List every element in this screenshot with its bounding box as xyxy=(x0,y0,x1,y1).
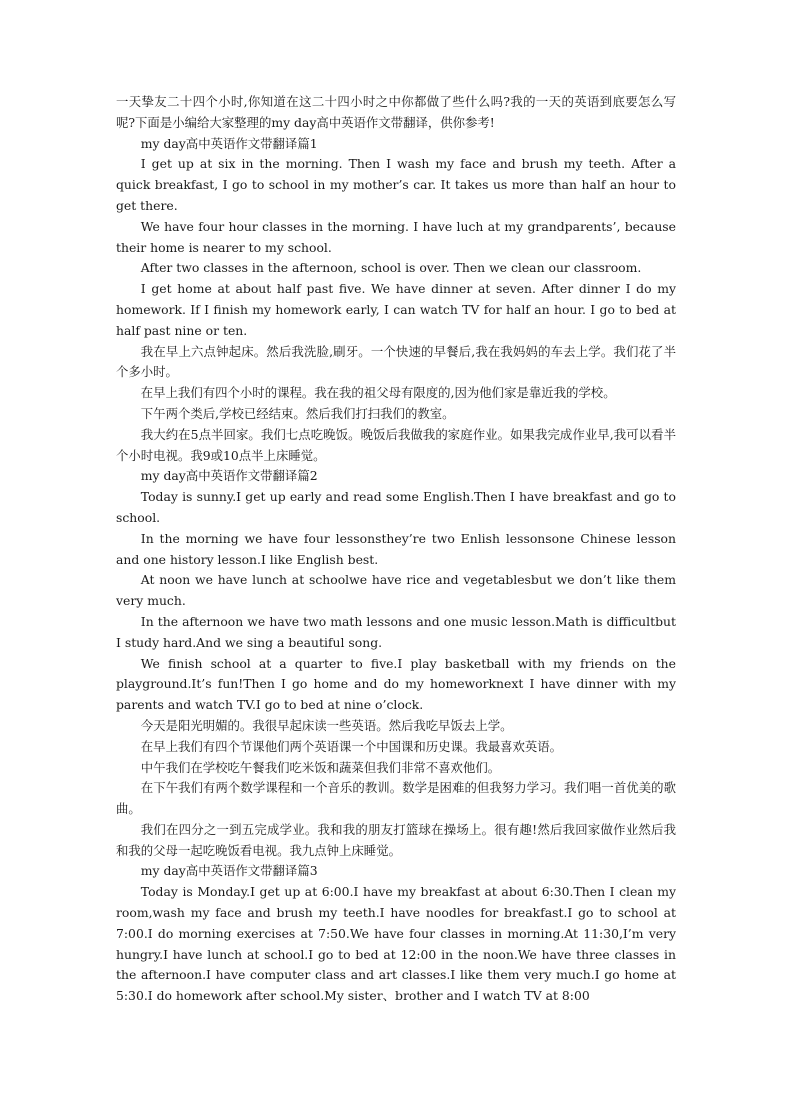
paragraph: In the afternoon we have two math lessons and one music lesson.Math is difficultbut I study hard.And we sing a beautiful song. xyxy=(116,613,676,650)
paragraph: After two classes in the afternoon, school is over. Then we clean our classroom. xyxy=(140,260,642,276)
paragraph: 我们在四分之一到五完成学业。我和我的朋友打篮球在操场上。很有趣!然后我回家做作业然后我和我的父母一起吃晚饭看电视。我九点钟上床睡觉。 xyxy=(116,821,676,858)
paragraph: 中午我们在学校吃午餐我们吃米饭和蔬菜但我们非常不喜欢他们。 xyxy=(140,759,501,775)
paragraph: Today is sunny.I get up early and read some English.Then I have breakfast and go to school. xyxy=(116,489,676,525)
paragraph: 今天是阳光明媚的。我很早起床读一些英语。然后我吃早饭去上学。 xyxy=(140,717,513,733)
paragraph: Today is Monday.I get up at 6:00.I have my breakfast at about 6:30.Then I clean my room,wash my face and brush my teeth.I have noodles for breakfast.I go to school at 7:00.I do morning exercises at 7:50.We have four classes in morning.At 11:30,I’m very hungry.I have lunch at school.I go to bed at 12:00 in the noon.We have three classes in the afternoon.I have computer class and art classes.I like them very much.I go home at 5:30.I do homework after school.My sister、brother and I watch TV at 8:00 xyxy=(116,884,676,1004)
paragraph: 下午两个类后,学校已经结束。然后我们打扫我们的教室。 xyxy=(140,405,455,421)
paragraph: At noon we have lunch at schoolwe have rice and vegetablesbut we don’t like them very much. xyxy=(116,572,676,609)
paragraph: We finish school at a quarter to five.I play basketball with my friends on the playground.It’s fun!Then I go home and do my homeworknext I have dinner with my parents and watch TV.I go to bed at nine o’clock. xyxy=(116,655,676,713)
intro-paragraph: 一天挚友二十四个小时,你知道在这二十四小时之中你都做了些什么吗?我的一天的英语到底要怎么写呢?下面是小编给大家整理的my day高中英语作文带翻译，供你参考! xyxy=(116,94,676,130)
paragraph: 在下午我们有两个数学课程和一个音乐的教训。数学是困难的但我努力学习。我们唱一首优美的歌曲。 xyxy=(116,780,676,817)
paragraph: 我大约在5点半回家。我们七点吃晚饭。晚饭后我做我的家庭作业。如果我完成作业早,我可以看半个小时电视。我9或10点半上床睡觉。 xyxy=(116,426,676,463)
paragraph: I get up at six in the morning. Then I wash my face and brush my teeth. After a quick breakfast, I go to school in my mother’s car. It takes us more than half an hour to get there. xyxy=(116,156,676,213)
document-page xyxy=(116,92,676,1007)
section-2-heading: my day高中英语作文带翻译篇2 xyxy=(140,468,318,484)
paragraph: 在早上我们有四个小时的课程。我在我的祖父母有限度的,因为他们家是靠近我的学校。 xyxy=(140,385,616,401)
paragraph: In the morning we have four lessonsthey’re two Enlish lessonsone Chinese lesson and one history lesson.I like English best. xyxy=(116,530,676,567)
section-1-heading: my day高中英语作文带翻译篇1 xyxy=(140,135,318,151)
paragraph: I get home at about half past five. We have dinner at seven. After dinner I do my homework. If I finish my homework early, I can watch TV for half an hour. I go to bed at half past nine or ten. xyxy=(116,281,676,338)
paragraph: 我在早上六点钟起床。然后我洗脸,刷牙。一个快速的早餐后,我在我妈妈的车去上学。我们花了半个多小时。 xyxy=(116,343,676,380)
section-3-heading: my day高中英语作文带翻译篇3 xyxy=(140,863,318,879)
paragraph: We have four hour classes in the morning. I have luch at my grandparents’, because their home is nearer to my school. xyxy=(116,218,676,255)
paragraph: 在早上我们有四个节课他们两个英语课一个中国课和历史课。我最喜欢英语。 xyxy=(140,738,563,754)
